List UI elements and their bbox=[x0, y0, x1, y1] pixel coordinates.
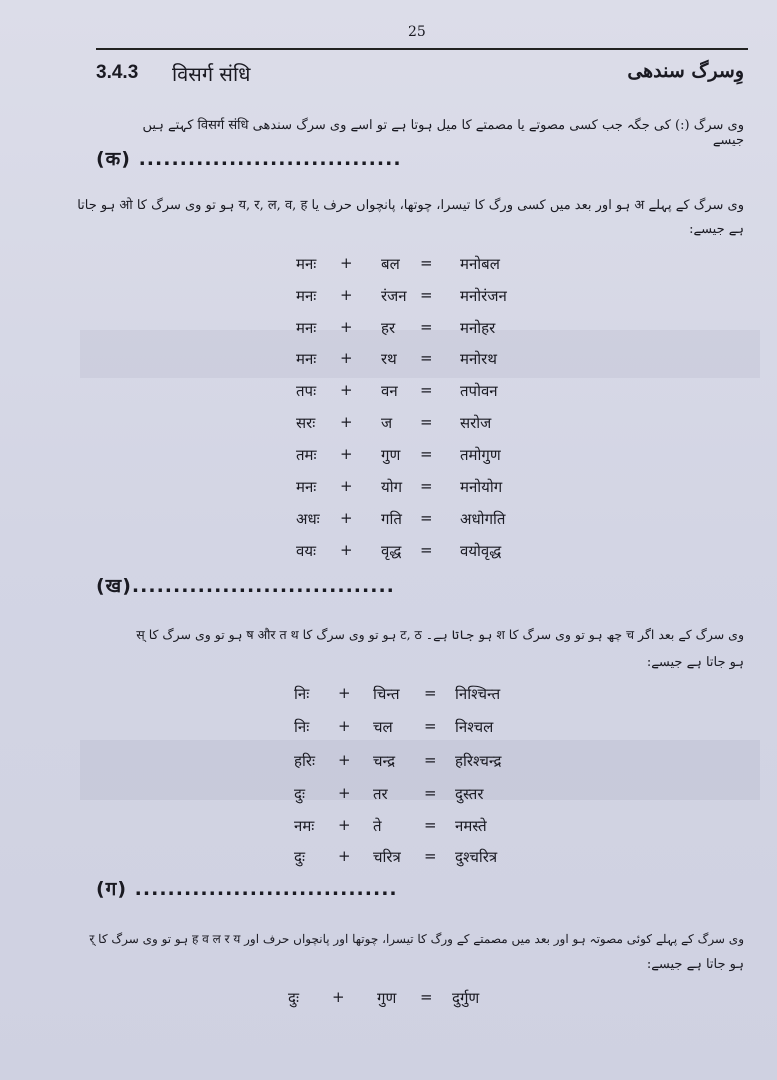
show-through-band bbox=[80, 740, 760, 800]
rule-ga-line1: وی سرگ کے پہلے کوئی مصوتہ ہو اور بعد میں مصمتے کے ورگ کا تیسرا، چوتھا اور پانچواں حرف اور ह व ल र य ہو تو وی سرگ کا र् bbox=[89, 932, 744, 946]
rule-ka-line1: وی سرگ کے پہلے अ ہو اور بعد میں کسی ورگ کا تیسرا، چوتھا، پانچواں حرف یا य, र, ल, व, ह ہو تو وی سرگ کا ओ ہو جاتا bbox=[77, 198, 744, 213]
rule-kha-line1: وی سرگ کے بعد اگر च چھ ہو تو وی سرگ کا श ہو جاتا ہے۔ ट, ठ ہو تو وی سرگ کا ष और त थ ہو تو وی سرگ کا स् bbox=[136, 627, 744, 642]
section-number: 3.4.3 bbox=[96, 62, 139, 83]
intro-text: وی سرگ (:) کی جگہ جب کسی مصوتے یا مصمتے کا میل ہوتا ہے تو اسے وی سرگ سندھی विसर्ग संधि کہتے ہیں جیسے bbox=[142, 118, 744, 148]
part-label-kha: (ख)................................ bbox=[96, 575, 395, 597]
textbook-page: 25 3.4.3 विसर्ग संधि وِسرگ سندھی وی سرگ (:) کی جگہ جب کسی مصوتے یا مصمتے کا میل ہوتا ہے تو اسے وی سرگ سندھی विसर्ग संधि کہتے ہیں جیسے (क) ................................ وی سرگ کے پہلے अ ہو اور بعد میں کسی ورگ کا تیسرا، چوتھا، پانچواں حرف یا य, र, ल, व, ह ہو تو وی سرگ کا ओ ہو جاتا ہے جیسے: मनः + बल = मनोबल मनः + रंजन = मनोरंजन मनः + हर = मनोहर मनः + रथ = मनोरथ तपः + वन = तपोवन सरः + ज = सरोज तमः + गुण = तमोगुण मनः + योग = मनोयोग अधः + गति = अधोगति वयः + वृद्ध = वयोवृद्ध (ख)................................ وی سرگ کے بعد اگر च چھ ہو تو وی سرگ کا श ہو جاتا ہے۔ ट, ठ ہو تو وی سرگ کا ष और त थ ہو تو وی سرگ کا स् ہو جاتا ہے جیسے: निः + चिन्त = निश्चिन्त निः + चल = निश्चल हरिः + चन्द्र = हरिश्चन्द्र दुः + तर = दुस्तर नमः + ते = नमस्ते दुः + चरित्र = दुश्चरित्र (ग) ................................ وی سرگ کے پہلے کوئی مصوتہ ہو اور بعد میں مصمتے کے ورگ کا تیسرا، چوتھا اور پانچواں حرف اور ह व ल र य ہو تو وی سرگ کا र् ہو جاتا ہے جیسے: दुः + गुण = दुर्गुण bbox=[0, 0, 777, 1080]
rule-ka-line2: ہے جیسے: bbox=[689, 222, 744, 237]
part-label-ka: (क) ................................ bbox=[96, 148, 402, 170]
section-title-urdu: وِسرگ سندھی bbox=[627, 60, 744, 82]
rule-ga-line2: ہو جاتا ہے جیسے: bbox=[646, 957, 744, 972]
part-label-ga: (ग) ................................ bbox=[96, 878, 398, 900]
rule-kha-line2: ہو جاتا ہے جیسے: bbox=[646, 655, 744, 670]
section-title: विसर्ग संधि bbox=[172, 62, 251, 86]
page-number: 25 bbox=[408, 24, 426, 40]
header-rule bbox=[96, 48, 748, 50]
